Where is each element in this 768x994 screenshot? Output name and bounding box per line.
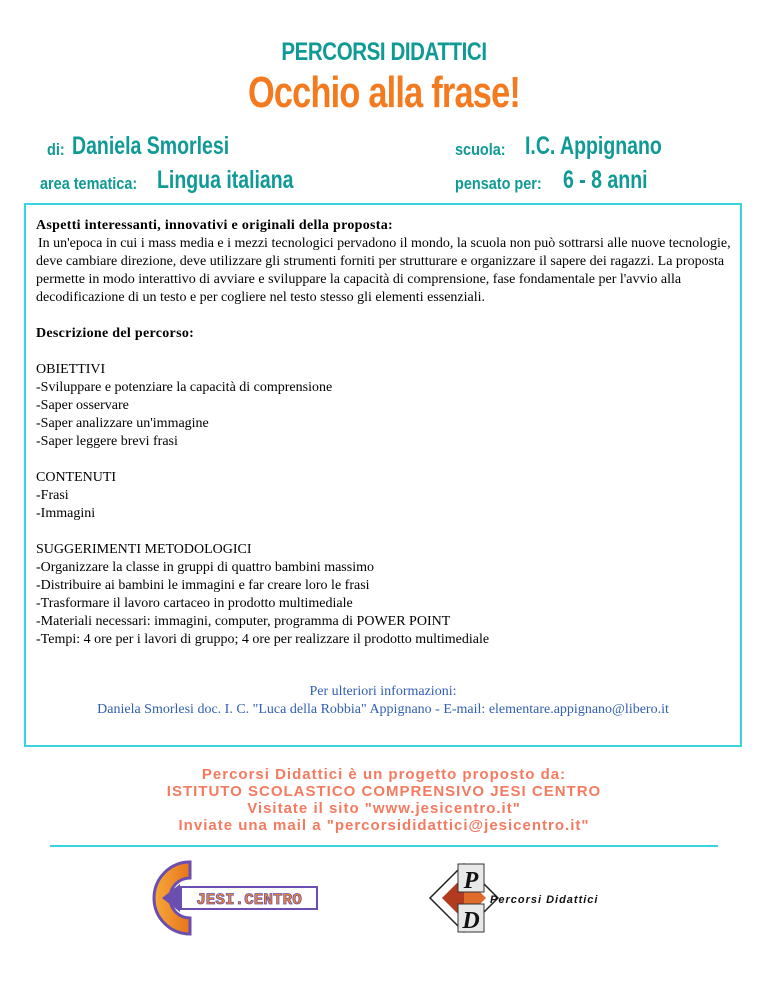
- suggestion-item: -Organizzare la classe in gruppi di quattro bambini massimo: [36, 560, 374, 575]
- school-label: scuola:: [455, 140, 506, 159]
- suggestion-item: -Distribuire ai bambini le immagini e far creare loro le frasi: [36, 578, 370, 593]
- footer-credits: [0, 766, 768, 834]
- suggestion-item: -Tempi: 4 ore per i lavori di gruppo; 4 ore per realizzare il prodotto multimediale: [36, 632, 490, 647]
- objective-item: -Sviluppare e potenziare la capacità di comprensione: [36, 380, 333, 395]
- info-heading: Per ulteriori informazioni:: [309, 684, 457, 699]
- age-label: pensato per:: [455, 174, 542, 193]
- pd-logo-p: P: [463, 868, 479, 894]
- aspects-text: In un'epoca in cui i mass media e i mezzi tecnologici pervadono il mondo, la scuola non può sottrarsi alle nuove tecnologie, deve cambiare direzione, deve utilizzare gli strumenti forniti per strutturare e organizzare il sapere dei ragazzi. La proposta permette in modo interattivo di avviare e sviluppare la capacità di comprensione, fase fondamentale per l'avvio alla decodificazione di un testo e per cogliere nel testo stesso gli elementi essenziali.: [36, 236, 731, 305]
- objectives-heading: OBIETTIVI: [36, 362, 106, 377]
- school-name: I.C. Appignano: [525, 132, 662, 160]
- footer-line: Visitate il sito "www.jesicentro.it": [247, 800, 521, 817]
- objective-item: -Saper osservare: [36, 398, 129, 413]
- main-title: Occhio alla frase!: [247, 68, 521, 117]
- footer-line: ISTITUTO SCOLASTICO COMPRENSIVO JESI CENTRO: [166, 783, 602, 800]
- description-box: [24, 203, 742, 747]
- percorsi-didattici-logo: [428, 862, 628, 934]
- age-value: 6 - 8 anni: [563, 166, 648, 194]
- footer-line: Inviate una mail a "percorsididattici@jesicentro.it": [178, 817, 590, 834]
- aspects-heading: Aspetti interessanti, innovativi e originali della proposta:: [36, 218, 393, 233]
- jesi-logo-text: JESI.CENTRO: [196, 891, 302, 909]
- jesi-centro-logo: [150, 858, 320, 938]
- area-label: area tematica:: [40, 174, 138, 193]
- suggestion-item: -Materiali necessari: immagini, computer, programma di POWER POINT: [36, 614, 451, 629]
- pd-logo-text: Percorsi Didattici: [490, 894, 599, 906]
- description-heading: Descrizione del percorso:: [36, 326, 195, 341]
- suggestion-item: -Trasformare il lavoro cartaceo in prodotto multimediale: [36, 596, 353, 611]
- header-title: PERCORSI DIDATTICI: [281, 38, 487, 66]
- info-contact: Daniela Smorlesi doc. I. C. "Luca della Robbia" Appignano - E-mail: elementare.appignano@libero.it: [97, 702, 669, 717]
- objective-item: -Saper analizzare un'immagine: [36, 416, 209, 431]
- content-item: -Frasi: [36, 488, 69, 503]
- area-value: Lingua italiana: [157, 166, 294, 194]
- contents-heading: CONTENUTI: [36, 470, 117, 485]
- suggestions-heading: SUGGERIMENTI METODOLOGICI: [36, 542, 252, 557]
- divider: [50, 845, 718, 847]
- author-name: Daniela Smorlesi: [72, 132, 230, 160]
- objective-item: -Saper leggere brevi frasi: [36, 434, 178, 449]
- author-label: di:: [47, 140, 65, 159]
- pd-logo-d: D: [462, 908, 480, 934]
- content-item: -Immagini: [36, 506, 96, 521]
- footer-line: Percorsi Didattici è un progetto proposto da:: [201, 766, 567, 783]
